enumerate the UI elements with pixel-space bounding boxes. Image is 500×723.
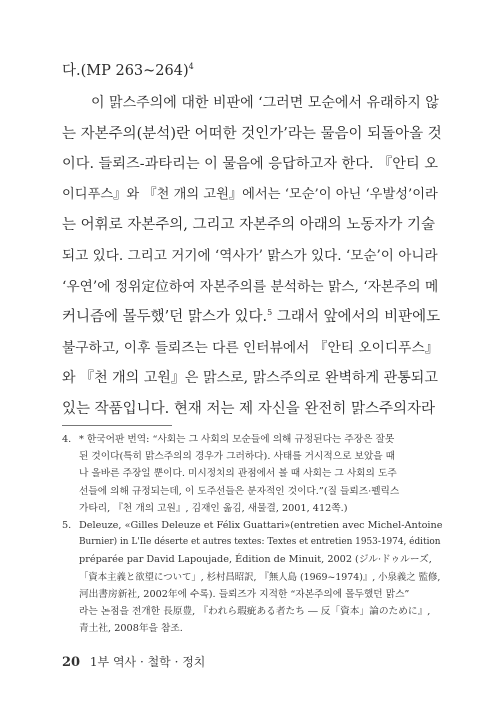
body-line: 는 어휘로 자본주의, 그리고 자본주의 아래의 노동자가 기술	[62, 217, 436, 234]
footnote-line: * 한국어판 번역: “사회는 그 사회의 모순들에 의해 규정된다는 주장은 잘못	[79, 434, 395, 445]
body-line: 와 『천 개의 고원』은 맑스로, 맑스주의로 완벽하게 관통되고	[62, 370, 438, 387]
footnote-line: 라는 논점을 전개한 長原豊, 『われら瑕疵ある者たち ― 反「資本」論のために』,	[79, 606, 431, 618]
continued-text-line	[62, 61, 442, 81]
body-line: ‘우연’에 정위定位하여 자본주의를 분석하는 맑스, ‘자본주의 메	[62, 278, 439, 295]
footnote-line: 河出書房新社, 2002年에 수록). 들뢰즈가 지적한 “자본주의에 몰두했던 맑스”	[79, 588, 410, 600]
footnote-line: préparée par David Lapoujade, Édition de Minuit, 2002 (ジル·ドゥルーズ,	[79, 554, 432, 566]
footnote-divider	[62, 425, 172, 426]
footnote-number: 5.	[62, 520, 72, 532]
page-number: 20	[62, 655, 81, 670]
footnote-5	[62, 517, 444, 637]
body-paragraph	[62, 88, 442, 425]
footnotes	[62, 431, 444, 637]
body-line: 이 맑스주의에 대한 비판에 ‘그러면 모순에서 유래하지 않	[91, 95, 439, 111]
footnote-4	[62, 431, 444, 517]
footnote-line: 「資本主義と欲望について」, 杉村昌昭訳, 『無人島 (1969~1974)』, 小泉義之 監修,	[79, 571, 441, 583]
body-line: 있는 작품입니다. 현재 저는 제 자신을 완전히 맑스주의자라	[62, 400, 436, 417]
body-line: 불구하고, 이후 들뢰즈는 다른 인터뷰에서 『안티 오이디푸스』	[62, 339, 439, 356]
body-line	[62, 302, 442, 333]
body-line-tail: 그래서 앞에서의 비판에도	[272, 309, 441, 326]
footnote-line: Deleuze, «Gilles Deleuze et Félix Guattari»(entretien avec Michel-Antoine	[79, 520, 443, 532]
body-line-text: 커니즘에 몰두했’던 맑스가 있다.	[62, 309, 268, 326]
running-head: 1부 역사 · 철학 · 정치	[89, 655, 206, 669]
footnote-line: 青土社, 2008年을 참조.	[79, 623, 183, 635]
body-line: 이디푸스』와 『천 개의 고원』에서는 ‘모순’이 아닌 ‘우발성’이라	[62, 186, 438, 202]
footnote-line: 된 것이다(특히 맑스주의의 경우가 그러하다). 사태를 거시적으로 보았을 때	[79, 451, 396, 463]
body-line: 는 자본주의(분석)란 어떠한 것인가’라는 물음이 되돌아올 것	[62, 125, 442, 142]
continued-text: 다.(MP 263~264)	[62, 63, 189, 79]
footnote-number: 4.	[62, 434, 72, 445]
page-footer	[62, 654, 205, 671]
footnote-line: Burnier) in L'Ile déserte et autres textes: Textes et entretien 1953-1974, édition	[79, 537, 441, 548]
footnote-ref-4: 4	[188, 62, 194, 72]
body-line: 되고 있다. 그리고 거기에 ‘역사가’ 맑스가 있다. ‘모순’이 아니라	[62, 247, 438, 264]
footnote-line: 가타리, 『천 개의 고원』, 김재인 옮김, 새물결, 2001, 412쪽.)	[79, 502, 348, 514]
footnote-ref-5: 5	[267, 308, 273, 318]
footnote-line: 선들에 의해 규정되는데, 이 도주선들은 분자적인 것이다.”(질 들뢰즈·펠릭스	[79, 485, 400, 497]
footnote-line: 나 올바른 주장일 뿐이다. 미시정치의 관점에서 볼 때 사회는 그 사회의 도주	[79, 468, 397, 480]
body-line: 이다. 들뢰즈-과타리는 이 물음에 응답하고자 한다. 『안티 오	[62, 156, 439, 173]
